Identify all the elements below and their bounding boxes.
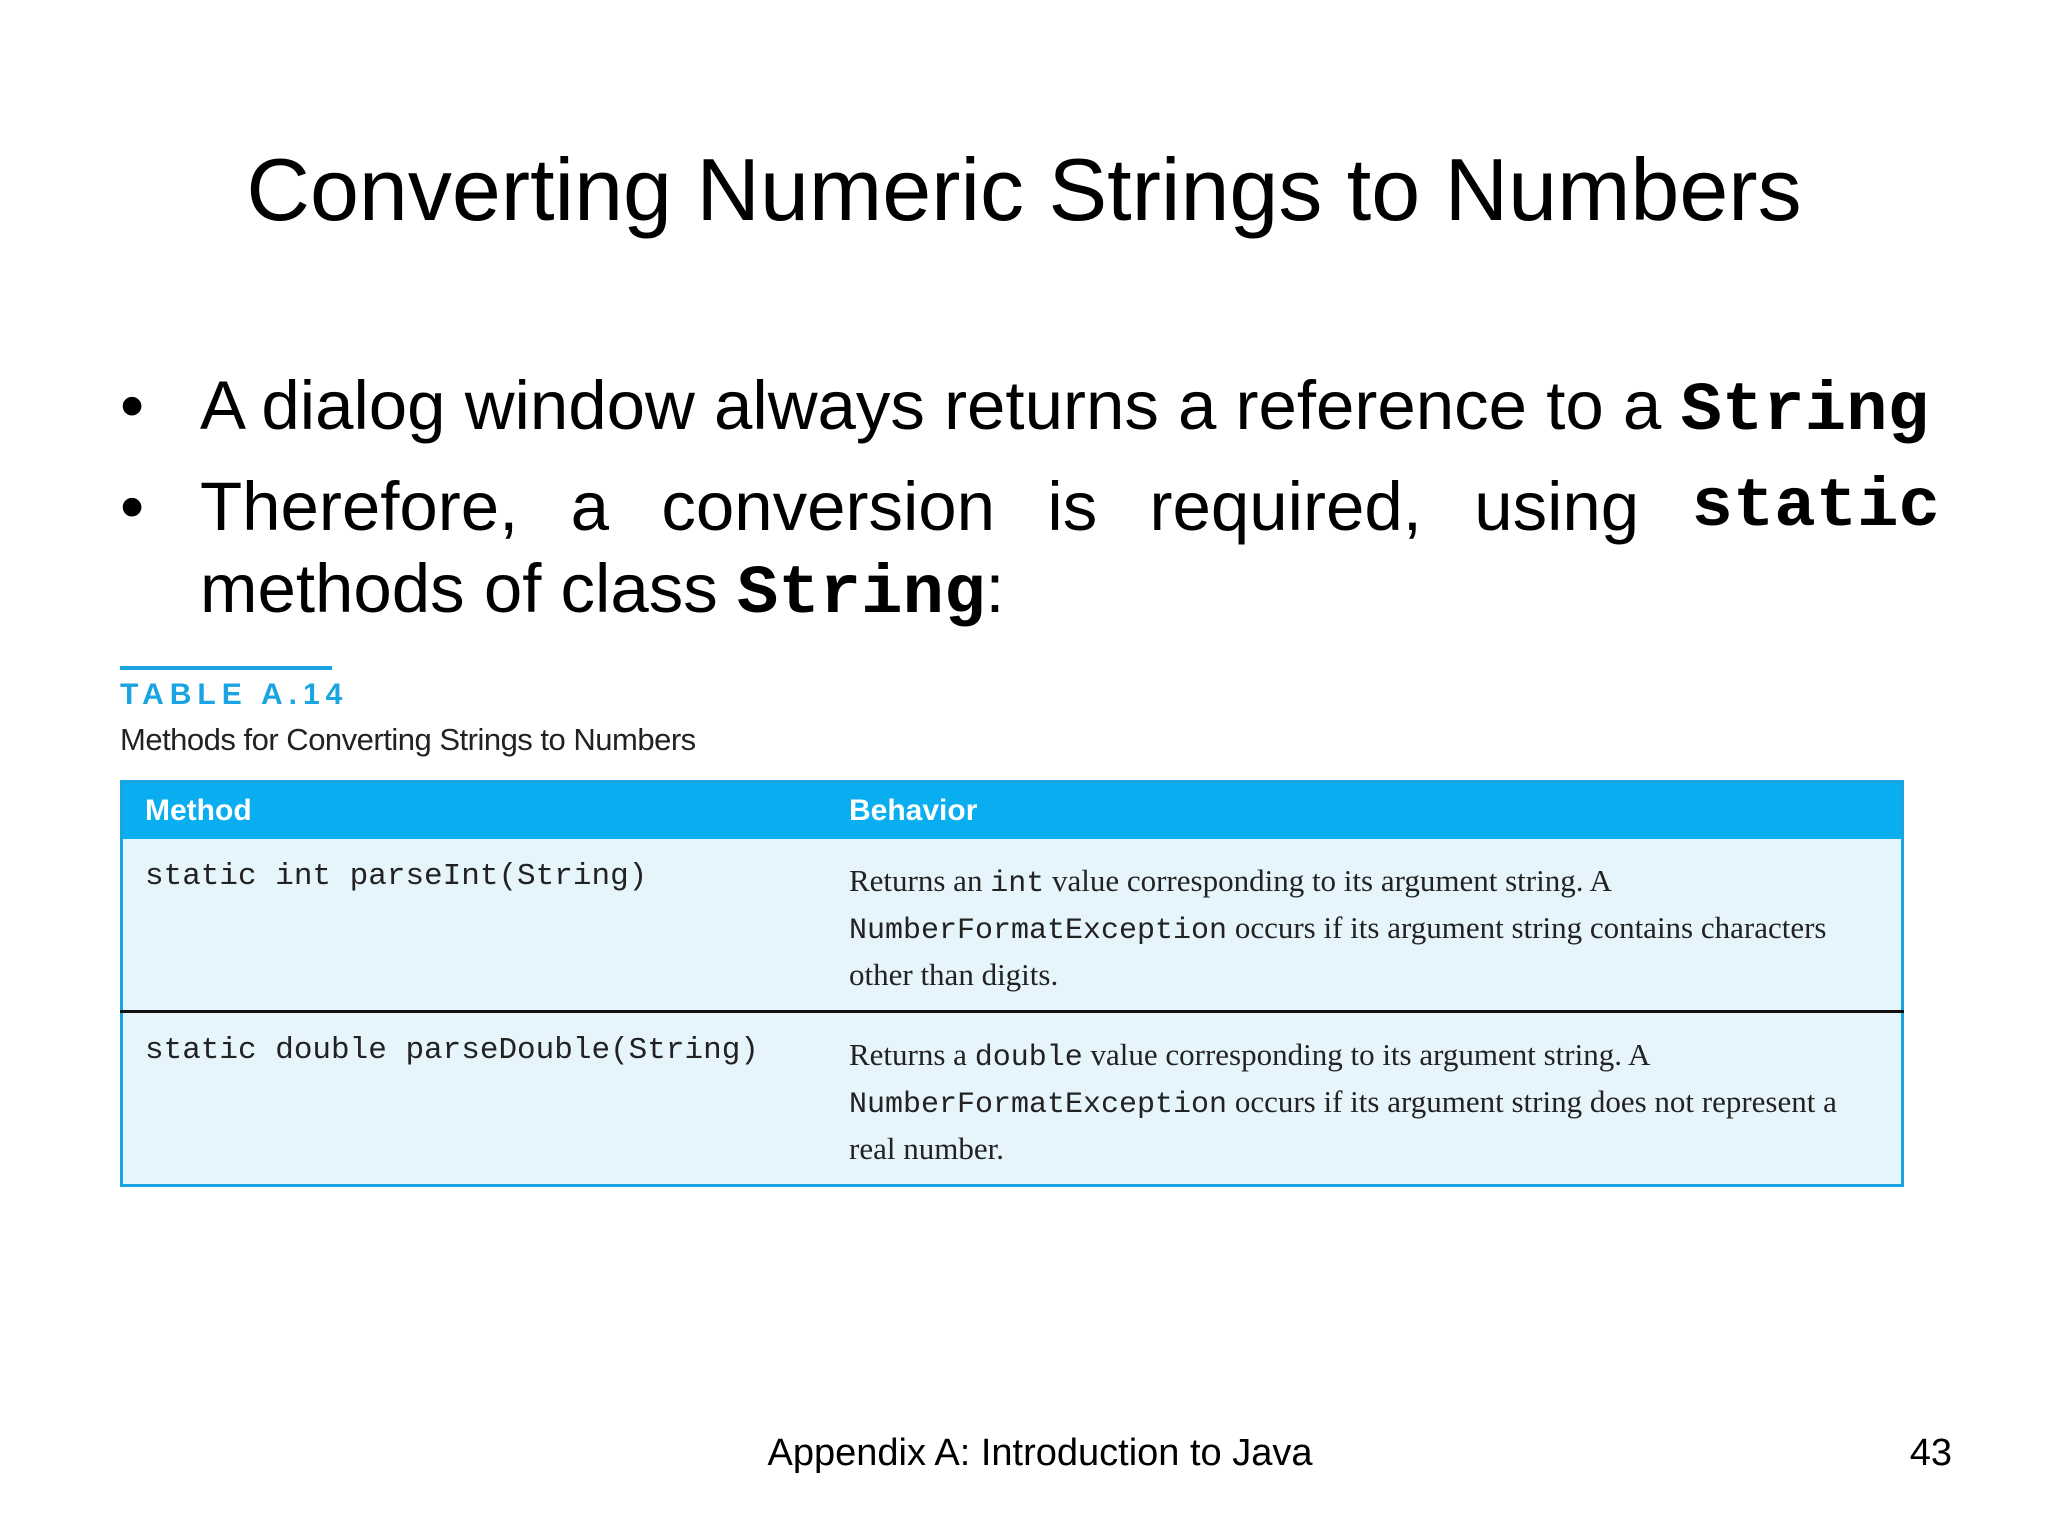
behavior-part: value corresponding to its argument string. A [1082, 1037, 1649, 1072]
behavior-part: value corresponding to its argument string. A [1044, 863, 1611, 898]
bullet-punctuation: : [985, 550, 1005, 627]
bullet-code: String [1680, 372, 1929, 450]
table-row [122, 839, 1903, 1012]
behavior-code: NumberFormatException [849, 914, 1228, 948]
behavior-cell [827, 1012, 1903, 1186]
behavior-cell [827, 839, 1903, 1012]
table-caption: Methods for Converting Strings to Numbers [120, 722, 696, 757]
bullet-list [120, 365, 1940, 649]
bullet-word: using [1474, 468, 1640, 545]
method-signature: static double parseDouble(String) [145, 1033, 759, 1068]
bullet-line [200, 548, 1940, 635]
behavior-code: double [974, 1041, 1083, 1075]
bullet-marker: • [120, 468, 145, 545]
behavior-code: int [990, 867, 1045, 901]
slide-title: Converting Numeric Strings to Numbers [246, 140, 1802, 239]
bullet-word: conversion [661, 468, 996, 545]
bullet-code: String [736, 555, 986, 633]
table-header-row [122, 782, 1903, 840]
column-header-method: Method [122, 782, 828, 840]
behavior-part: occurs if its argument string does not represent a real number. [849, 1084, 1837, 1166]
behavior-text [849, 1033, 1879, 1170]
bullet-word: required, [1149, 468, 1422, 545]
methods-table [120, 780, 1904, 1187]
bullet-line [200, 466, 1940, 548]
method-signature: static int parseInt(String) [145, 859, 648, 894]
bullet-item [120, 466, 1940, 635]
footer-text: Appendix A: Introduction to Java [767, 1432, 1313, 1474]
bullet-code: static [1691, 468, 1940, 546]
table-row [122, 1012, 1903, 1186]
table-top-rule [120, 666, 332, 670]
bullet-item [120, 365, 1940, 452]
behavior-part: occurs if its argument string contains characters other than digits. [849, 910, 1827, 992]
bullet-marker: • [120, 367, 145, 444]
column-header-behavior: Behavior [827, 782, 1903, 840]
page-number: 43 [1909, 1432, 1952, 1474]
bullet-text: methods of class [200, 550, 737, 627]
bullet-word: is [1047, 468, 1098, 545]
method-cell [122, 1012, 828, 1186]
bullet-word: Therefore, [200, 468, 519, 545]
behavior-text [849, 859, 1879, 996]
bullet-text: A dialog window always returns a reference to a [200, 367, 1681, 444]
table-number: TABLE A.14 [120, 678, 349, 711]
behavior-part: Returns an [849, 863, 991, 898]
method-cell [122, 839, 828, 1012]
behavior-part: Returns a [849, 1037, 975, 1072]
behavior-code: NumberFormatException [849, 1088, 1228, 1122]
bullet-word: a [570, 468, 610, 545]
